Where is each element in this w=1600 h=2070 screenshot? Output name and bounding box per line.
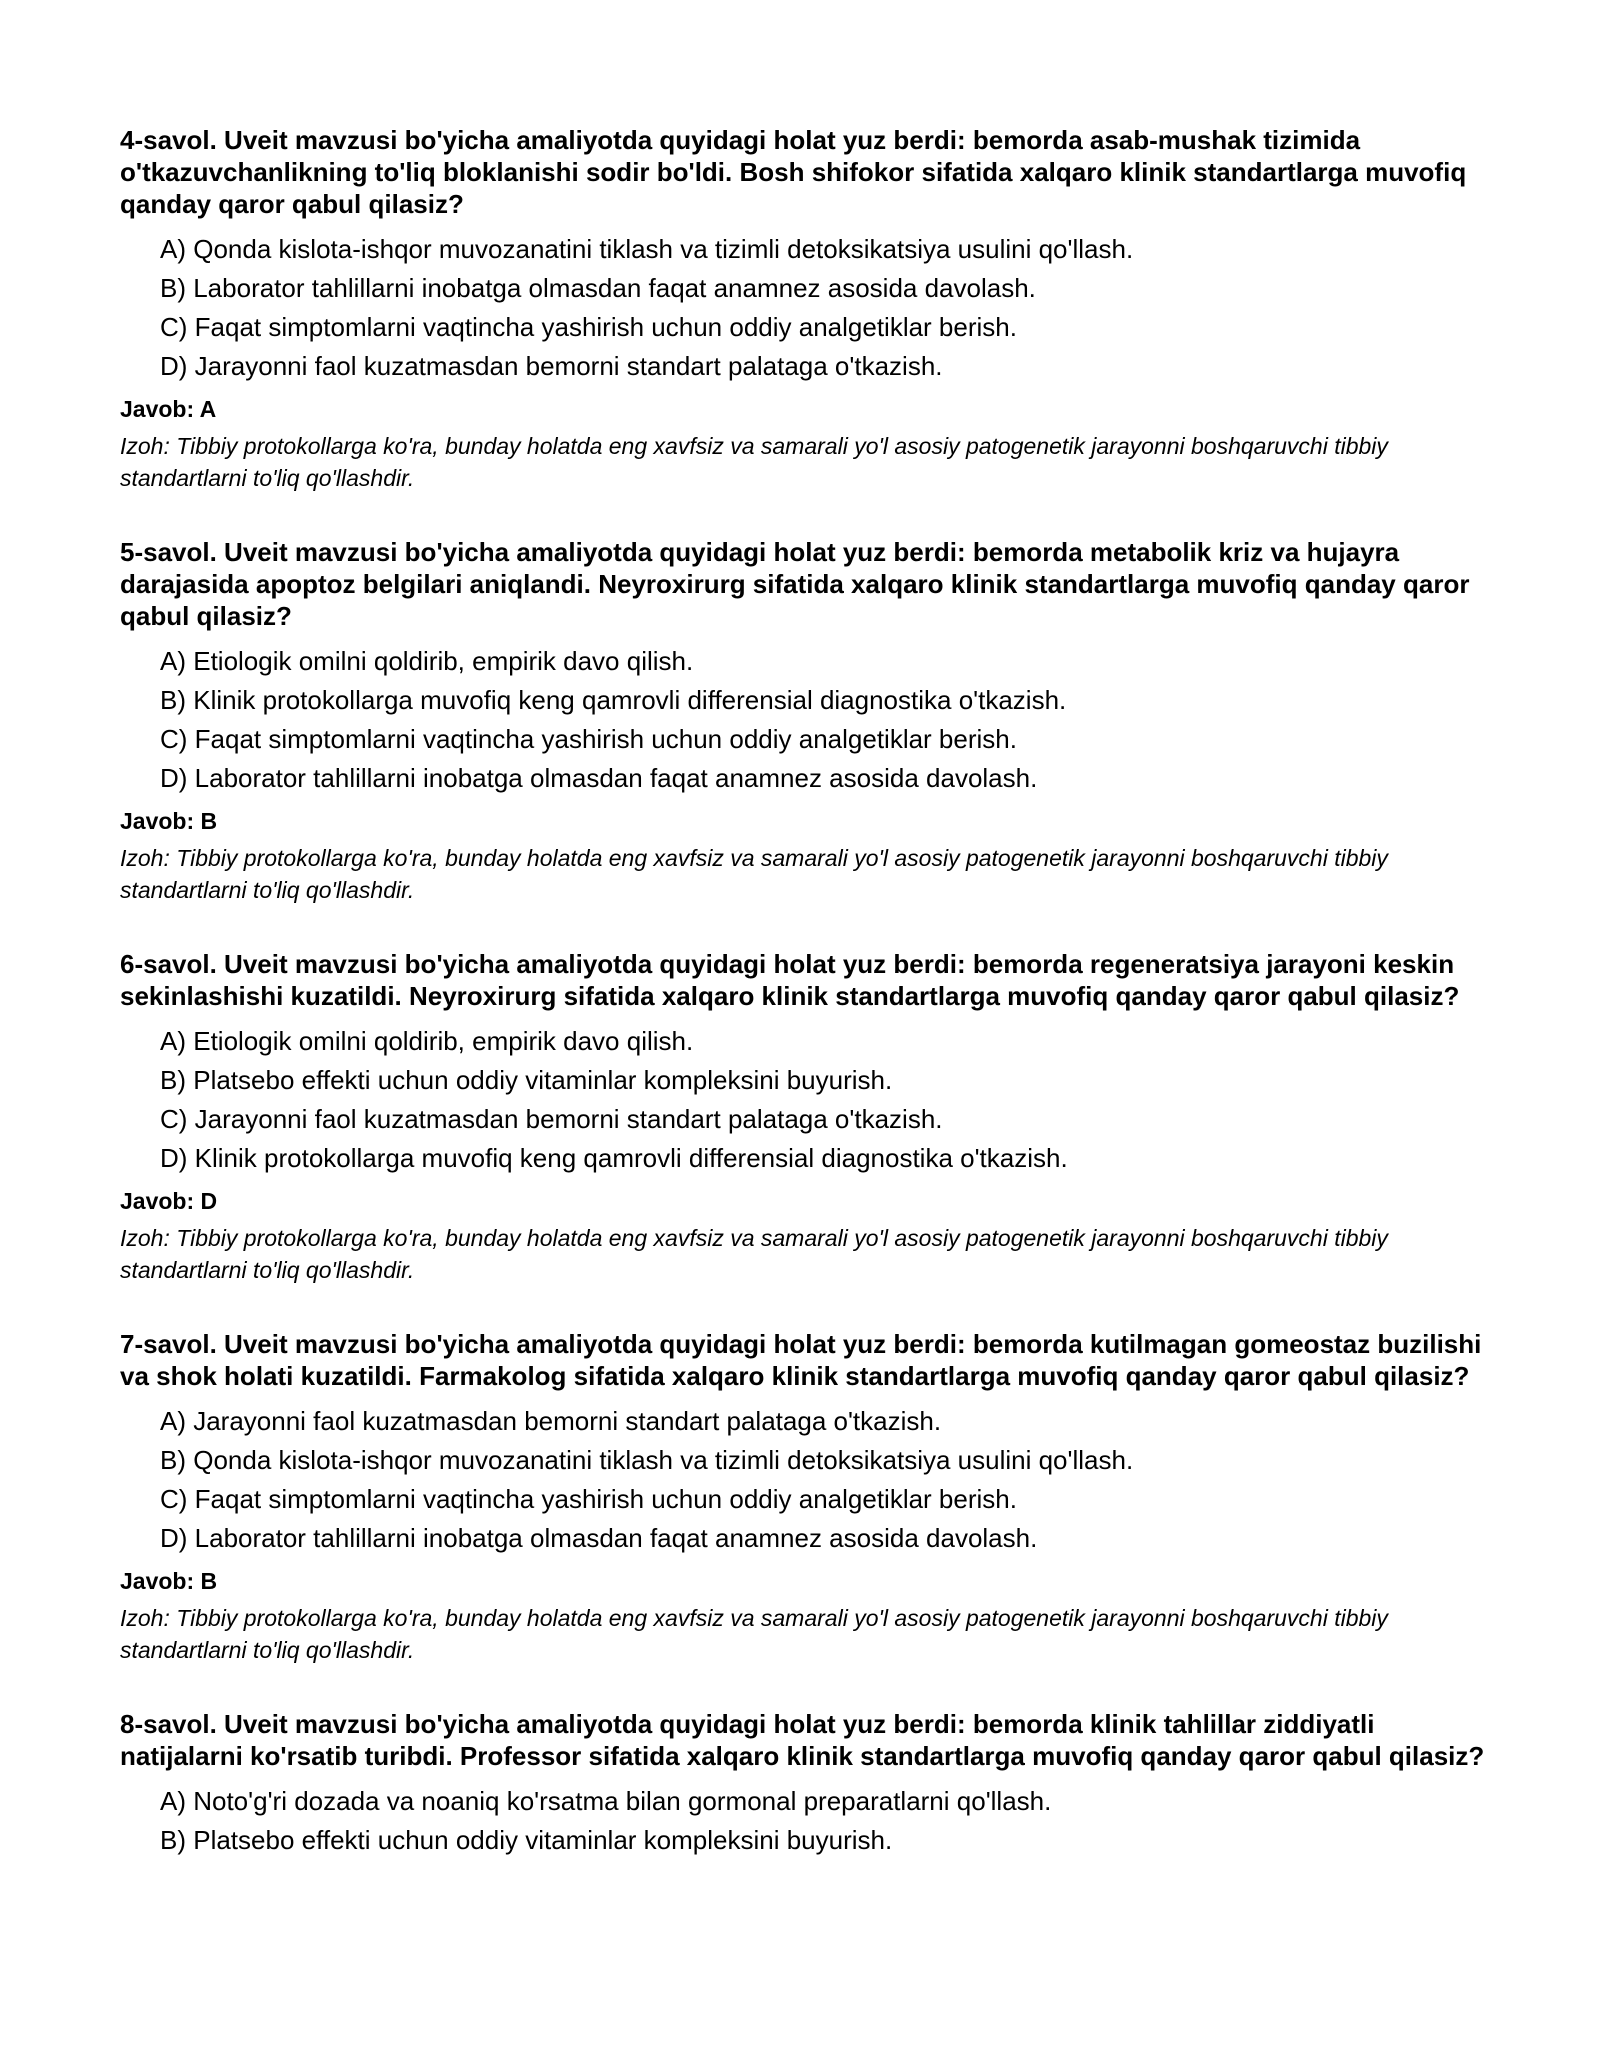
options-list (120, 230, 1500, 386)
document-page (120, 124, 1500, 1902)
answer-label: Javob: B (120, 1568, 218, 1594)
explanation-text: Izoh: Tibbiy protokollarga ko'ra, bunday holatda eng xavfsiz va samarali yo'l asosiy patogenetik jarayonni boshqaruvchi tibbiy standartlarni to'liq qo'llashdir. (120, 845, 1388, 903)
question-5 (120, 536, 1500, 906)
question-text: 5-savol. Uveit mavzusi bo'yicha amaliyotda quyidagi holat yuz berdi: bemorda metabolik kriz va hujayra darajasida apoptoz belgilari aniqlandi. Neyroxirurg sifatida xalqaro klinik standartlarga muvofiq qanday qaror qabul qilasiz? (120, 537, 1470, 631)
question-8 (120, 1708, 1500, 1860)
option-c: C) Faqat simptomlarni vaqtincha yashirish uchun oddiy analgetiklar berish. (160, 312, 1017, 342)
option-b: B) Platsebo effekti uchun oddiy vitaminlar kompleksini buyurish. (160, 1065, 893, 1095)
option-b: B) Laborator tahlillarni inobatga olmasdan faqat anamnez asosida davolash. (160, 273, 1036, 303)
option-d: D) Laborator tahlillarni inobatga olmasdan faqat anamnez asosida davolash. (160, 1523, 1038, 1553)
options-list (120, 1022, 1500, 1178)
question-text: 7-savol. Uveit mavzusi bo'yicha amaliyotda quyidagi holat yuz berdi: bemorda kutilmagan gomeostaz buzilishi va shok holati kuzatildi. Farmakolog sifatida xalqaro klinik standartlarga muvofiq qanday qaror qabul qilasiz? (120, 1329, 1482, 1391)
option-b: B) Klinik protokollarga muvofiq keng qamrovli differensial diagnostika o'tkazish. (160, 685, 1067, 715)
question-4 (120, 124, 1500, 494)
option-a: A) Etiologik omilni qoldirib, empirik davo qilish. (160, 1026, 694, 1056)
answer-label: Javob: A (120, 396, 217, 422)
explanation-text: Izoh: Tibbiy protokollarga ko'ra, bunday holatda eng xavfsiz va samarali yo'l asosiy patogenetik jarayonni boshqaruvchi tibbiy standartlarni to'liq qo'llashdir. (120, 433, 1388, 491)
option-b: B) Platsebo effekti uchun oddiy vitaminlar kompleksini buyurish. (160, 1825, 893, 1855)
explanation-text: Izoh: Tibbiy protokollarga ko'ra, bunday holatda eng xavfsiz va samarali yo'l asosiy patogenetik jarayonni boshqaruvchi tibbiy standartlarni to'liq qo'llashdir. (120, 1605, 1388, 1663)
option-b: B) Qonda kislota-ishqor muvozanatini tiklash va tizimli detoksikatsiya usulini qo'llash. (160, 1445, 1134, 1475)
answer-label: Javob: D (120, 1188, 218, 1214)
option-d: D) Laborator tahlillarni inobatga olmasdan faqat anamnez asosida davolash. (160, 763, 1038, 793)
option-a: A) Noto'g'ri dozada va noaniq ko'rsatma bilan gormonal preparatlarni qo'llash. (160, 1786, 1052, 1816)
options-list (120, 1782, 1500, 1860)
option-c: C) Jarayonni faol kuzatmasdan bemorni standart palataga o'tkazish. (160, 1104, 943, 1134)
question-7 (120, 1328, 1500, 1666)
option-a: A) Qonda kislota-ishqor muvozanatini tiklash va tizimli detoksikatsiya usulini qo'llash. (160, 234, 1134, 264)
option-a: A) Etiologik omilni qoldirib, empirik davo qilish. (160, 646, 694, 676)
option-c: C) Faqat simptomlarni vaqtincha yashirish uchun oddiy analgetiklar berish. (160, 1484, 1017, 1514)
option-a: A) Jarayonni faol kuzatmasdan bemorni standart palataga o'tkazish. (160, 1406, 942, 1436)
explanation-text: Izoh: Tibbiy protokollarga ko'ra, bunday holatda eng xavfsiz va samarali yo'l asosiy patogenetik jarayonni boshqaruvchi tibbiy standartlarni to'liq qo'llashdir. (120, 1225, 1388, 1283)
question-6 (120, 948, 1500, 1286)
question-text: 8-savol. Uveit mavzusi bo'yicha amaliyotda quyidagi holat yuz berdi: bemorda klinik tahlillar ziddiyatli natijalarni ko'rsatib turibdi. Professor sifatida xalqaro klinik standartlarga muvofiq qanday qaror qabul qilasiz? (120, 1709, 1485, 1771)
answer-label: Javob: B (120, 808, 218, 834)
option-d: D) Klinik protokollarga muvofiq keng qamrovli differensial diagnostika o'tkazish. (160, 1143, 1068, 1173)
options-list (120, 1402, 1500, 1558)
question-text: 6-savol. Uveit mavzusi bo'yicha amaliyotda quyidagi holat yuz berdi: bemorda regeneratsiya jarayoni keskin sekinlashishi kuzatildi. Neyroxirurg sifatida xalqaro klinik standartlarga muvofiq qanday qaror qabul qilasiz? (120, 949, 1460, 1011)
option-d: D) Jarayonni faol kuzatmasdan bemorni standart palataga o'tkazish. (160, 351, 943, 381)
option-c: C) Faqat simptomlarni vaqtincha yashirish uchun oddiy analgetiklar berish. (160, 724, 1017, 754)
options-list (120, 642, 1500, 798)
question-text: 4-savol. Uveit mavzusi bo'yicha amaliyotda quyidagi holat yuz berdi: bemorda asab-mushak tizimida o'tkazuvchanlikning to'liq bloklanishi sodir bo'ldi. Bosh shifokor sifatida xalqaro klinik standartlarga muvofiq qanday qaror qabul qilasiz? (120, 125, 1467, 219)
